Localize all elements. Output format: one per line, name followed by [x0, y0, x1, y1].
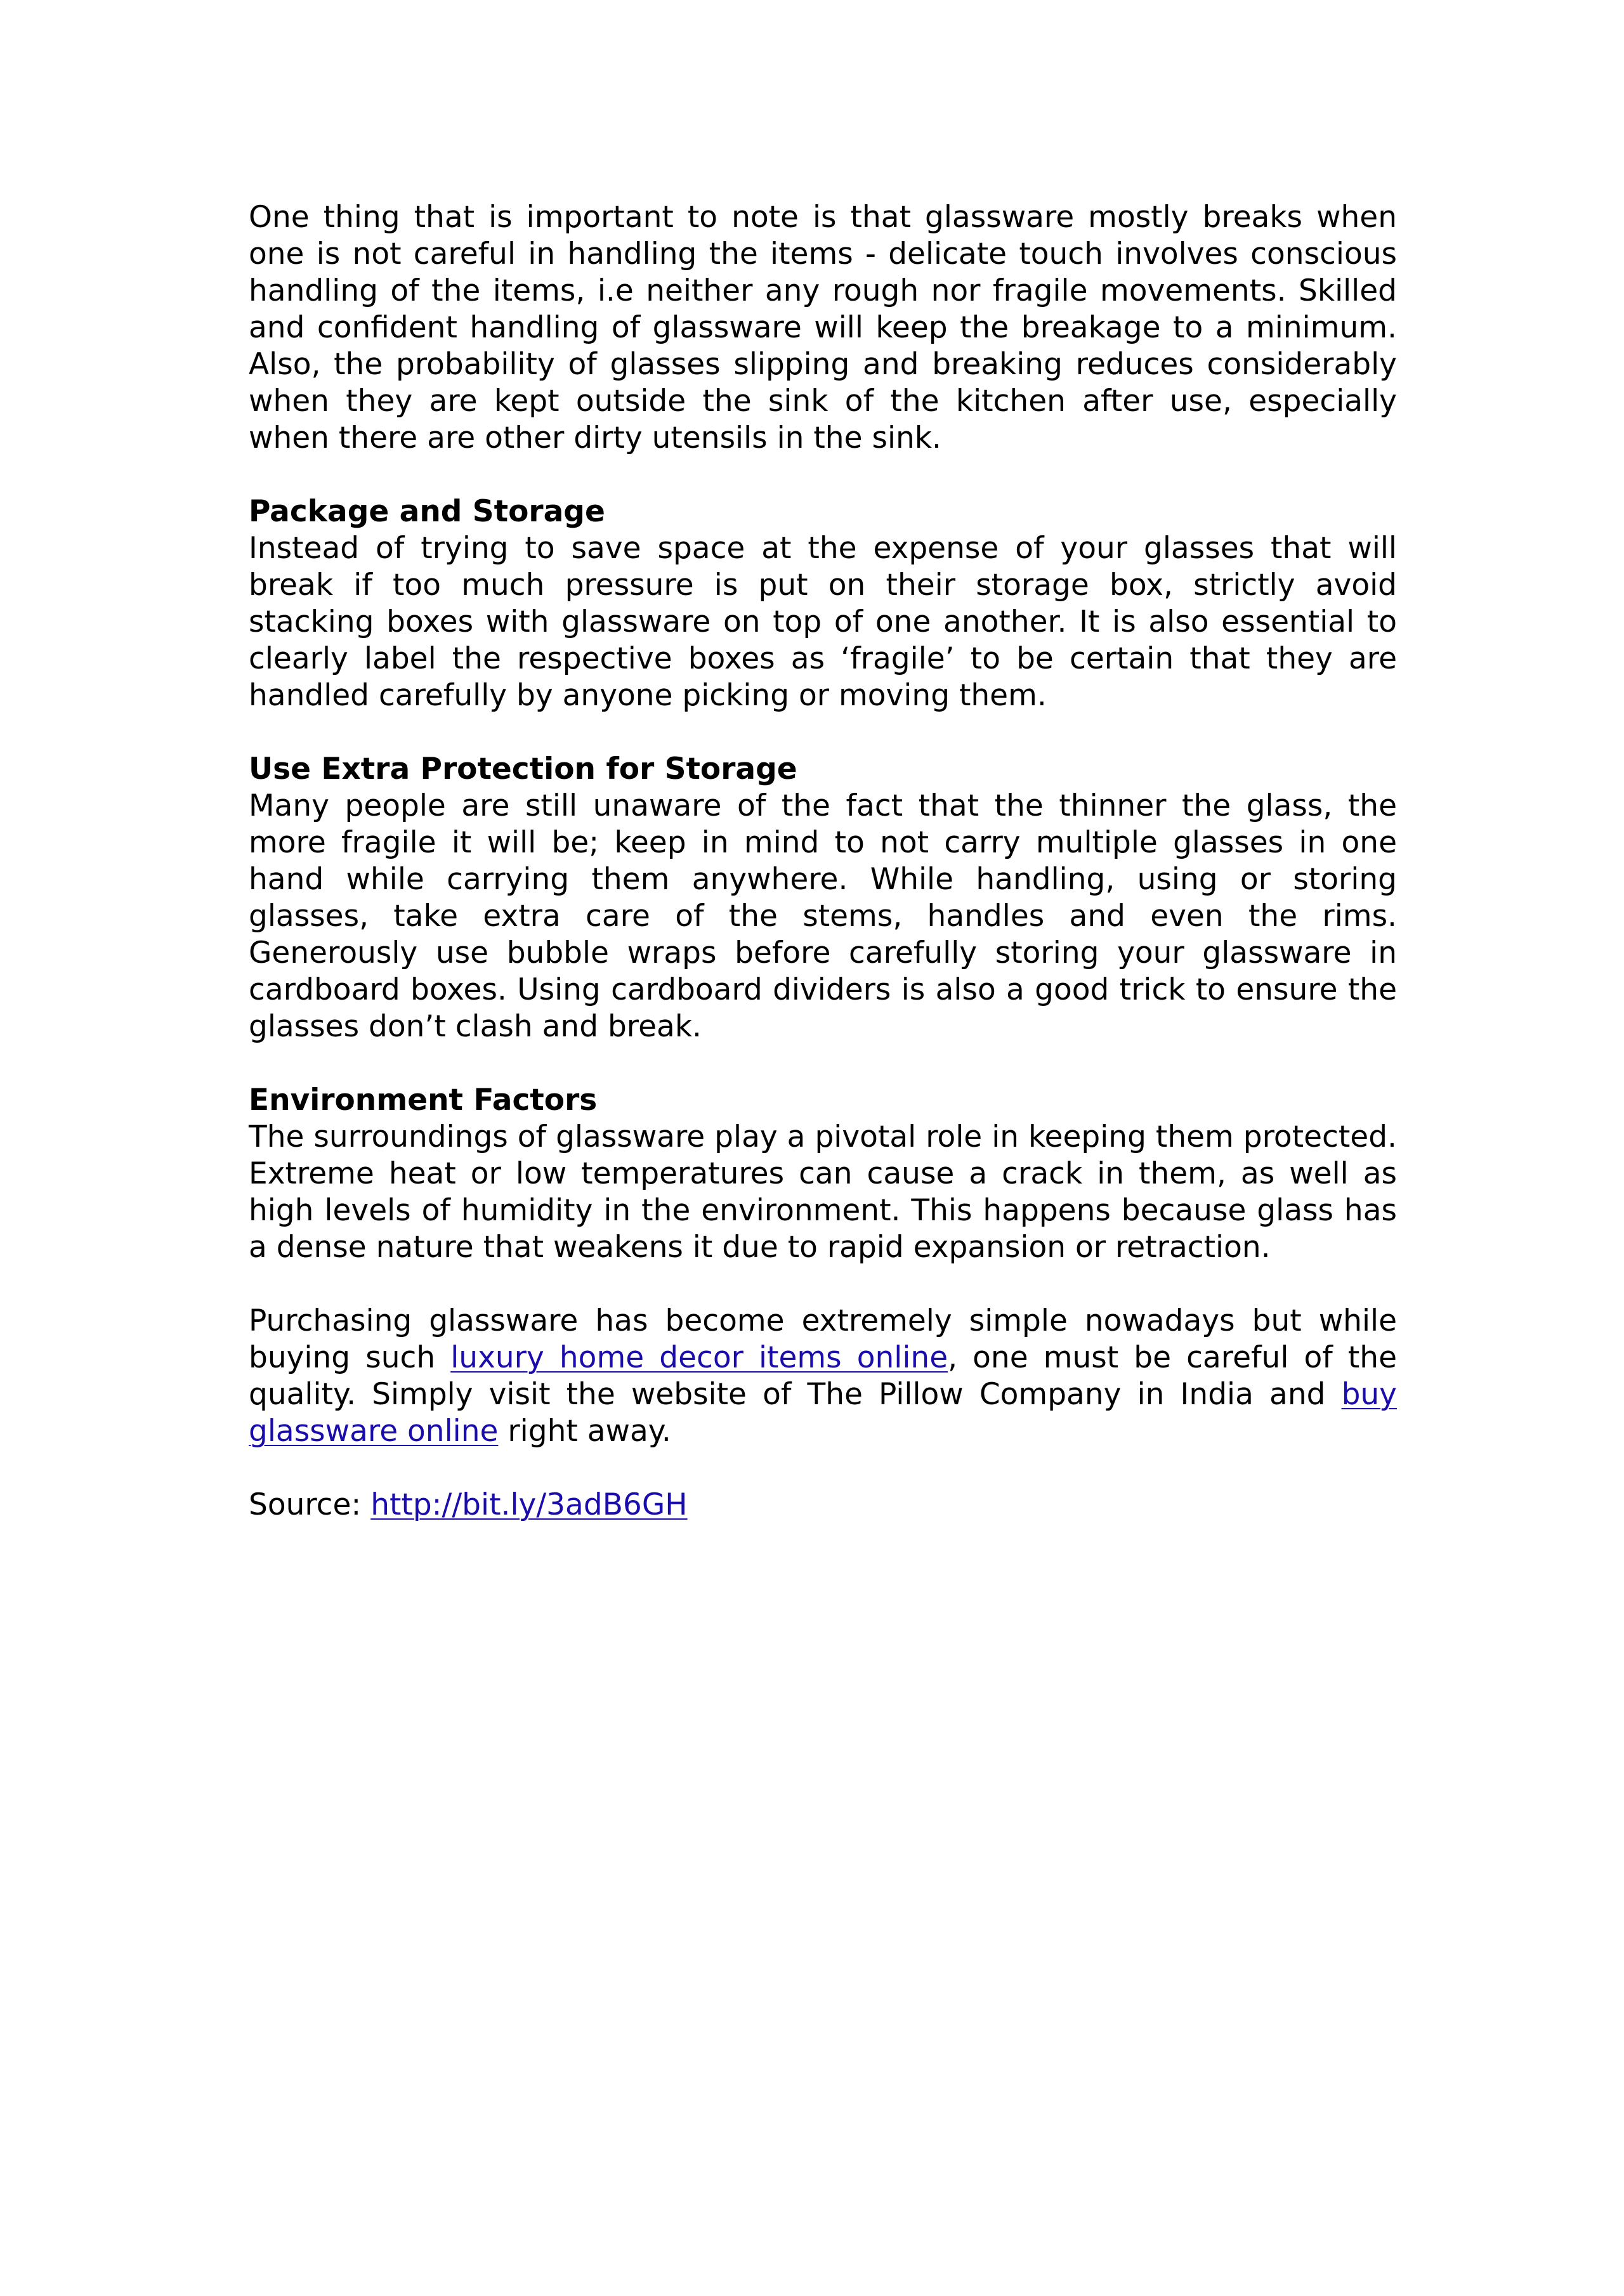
section-body: Instead of trying to save space at the expense of your glasses that will break if too much pressure is put on their storage box, strictly avoid stacking boxes with glassware on top of one another. It is also essential to clearly label the respective boxes as ‘fragile’ to be certain that they are handled carefully by anyone picking or moving them.: [249, 531, 1397, 713]
closing-text: Purchasing glassware has become extremely simple nowadays but while buying such: [249, 1303, 1397, 1375]
buy-glassware-link[interactable]: buy glassware online: [249, 1377, 1397, 1449]
section-heading: Environment Factors: [249, 1083, 598, 1118]
closing-paragraph: [249, 1303, 1397, 1450]
source-line: [249, 1487, 1397, 1523]
section-body: The surroundings of glassware play a pivotal role in keeping them protected. Extreme heat or low temperatures can cause a crack in them, as well as high levels of humidity in the environment. This happens because glass has a dense nature that weakens it due to rapid expansion or retraction.: [249, 1119, 1397, 1265]
section-heading: Package and Storage: [249, 494, 605, 529]
luxury-home-decor-link[interactable]: luxury home decor items online: [450, 1340, 948, 1375]
document-page: [249, 199, 1397, 1523]
source-link[interactable]: http://bit.ly/3adB6GH: [370, 1487, 688, 1522]
section-heading: Use Extra Protection for Storage: [249, 752, 797, 786]
section-package-storage: [249, 493, 1397, 714]
section-body: Many people are still unaware of the fact that the thinner the glass, the more fragile it will be; keep in mind to not carry multiple glasses in one hand while carrying them anywhere. While handling, using or storing glasses, take extra care of the stems, handles and even the rims. Generously use bubble wraps before carefully storing your glassware in cardboard boxes. Using cardboard dividers is also a good trick to ensure the glasses don’t clash and break.: [249, 788, 1397, 1044]
intro-paragraph: One thing that is important to note is that glassware mostly breaks when one is not careful in handling the items - delicate touch involves conscious handling of the items, i.e neither any rough nor fragile movements. Skilled and confident handling of glassware will keep the breakage to a minimum. Also, the probability of glasses slipping and breaking reduces considerably when they are kept outside the sink of the kitchen after use, especially when there are other dirty utensils in the sink.: [249, 200, 1397, 455]
section-extra-protection: [249, 751, 1397, 1045]
closing-text: right away.: [498, 1414, 671, 1449]
source-label: Source:: [249, 1487, 371, 1522]
closing-text: , one must be careful of the quality. Simply visit the website of The Pillow Company in India and: [249, 1340, 1398, 1412]
section-environment-factors: [249, 1082, 1397, 1266]
